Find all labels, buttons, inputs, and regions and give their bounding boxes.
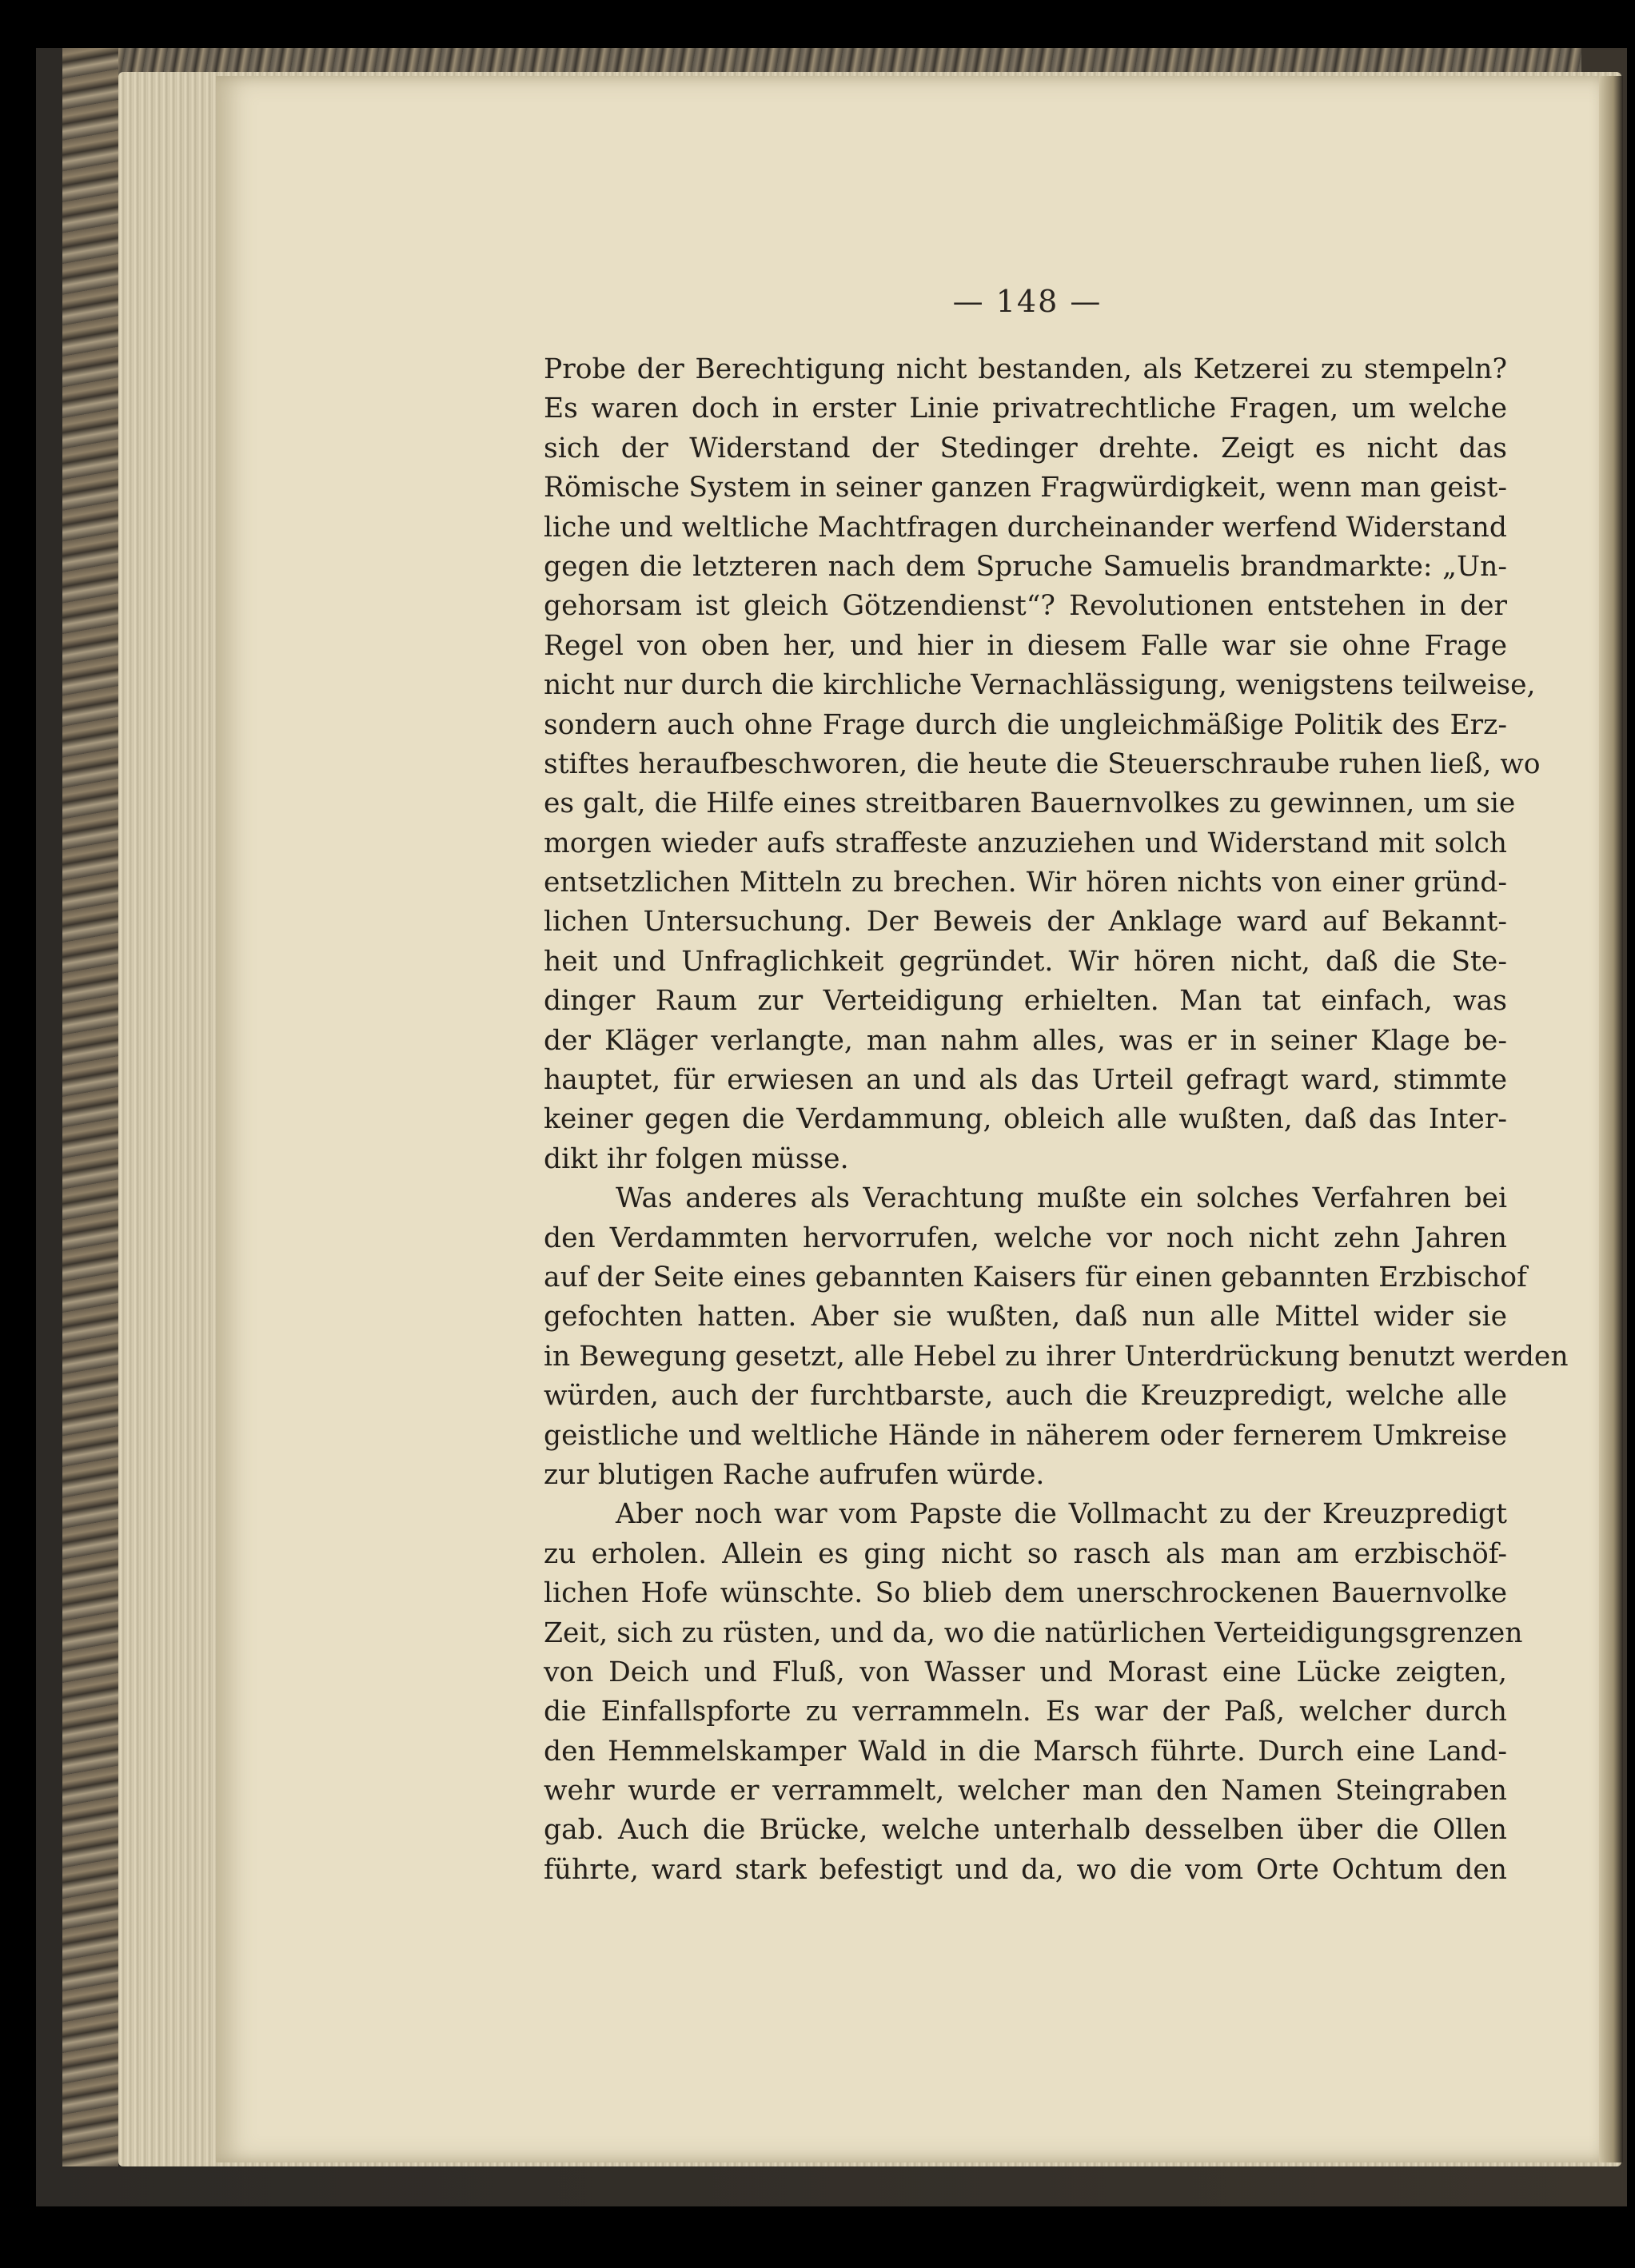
- text-line: dinger Raum zur Verteidigung erhielten. Man tat einfach, was: [544, 985, 1507, 1018]
- text-line: hauptet, für erwiesen an und als das Urteil gefragt ward, stimmte: [544, 1064, 1507, 1097]
- page-right-edge: [1599, 76, 1623, 2162]
- marbled-board-left: [62, 48, 118, 2166]
- text-line: liche und weltliche Machtfragen durcheinander werfend Widerstand: [544, 511, 1507, 544]
- text-line: den Hemmelskamper Wald in die Marsch führte. Durch eine Land-: [544, 1735, 1507, 1768]
- text-line: lichen Hofe wünschte. So blieb dem unerschrockenen Bauernvolke: [544, 1577, 1507, 1610]
- text-line: entsetzlichen Mitteln zu brechen. Wir hören nichts von einer gründ-: [544, 867, 1507, 899]
- text-line: gefochten hatten. Aber sie wußten, daß nun alle Mittel wider sie: [544, 1301, 1507, 1333]
- text-line: von Deich und Fluß, von Wasser und Morast eine Lücke zeigten,: [544, 1656, 1507, 1688]
- text-line: dikt ihr folgen müsse.: [544, 1142, 849, 1175]
- text-line: morgen wieder aufs straffeste anzuziehen und Widerstand mit solch: [544, 827, 1507, 859]
- text-line: sondern auch ohne Frage durch die ungleichmäßige Politik des Erz-: [544, 708, 1507, 741]
- text-line: der Kläger verlangte, man nahm alles, was er in seiner Klage be-: [544, 1024, 1507, 1057]
- text-line: zur blutigen Rache aufrufen würde.: [544, 1458, 1045, 1491]
- text-line: nicht nur durch die kirchliche Vernachlässigung, wenigstens teilweise,: [544, 669, 1536, 702]
- text-line: den Verdammten hervorrufen, welche vor noch nicht zehn Jahren: [544, 1222, 1507, 1254]
- text-line: in Bewegung gesetzt, alle Hebel zu ihrer Unterdrückung benutzt werden: [544, 1340, 1569, 1373]
- text-line: gehorsam ist gleich Götzendienst“? Revolutionen entstehen in der: [544, 590, 1507, 623]
- text-line: gab. Auch die Brücke, welche unterhalb desselben über die Ollen: [544, 1814, 1507, 1847]
- text-line: heit und Unfraglichkeit gegründet. Wir hören nicht, daß die Ste-: [544, 945, 1507, 978]
- text-line: geistliche und weltliche Hände in näherem oder fernerem Umkreise: [544, 1419, 1507, 1452]
- text-line: die Einfallspforte zu verrammeln. Es war der Paß, welcher durch: [544, 1696, 1507, 1728]
- body-text: [544, 350, 1569, 1890]
- text-line: Römische System in seiner ganzen Fragwürdigkeit, wenn man geist-: [544, 472, 1507, 504]
- text-line: Was anderes als Verachtung mußte ein solches Verfahren bei: [616, 1182, 1507, 1215]
- text-line: würden, auch der furchtbarste, auch die Kreuzpredigt, welche alle: [544, 1380, 1507, 1413]
- text-line: es galt, die Hilfe eines streitbaren Bauernvolkes zu gewinnen, um sie: [544, 787, 1516, 820]
- text-line: Es waren doch in erster Linie privatrechtliche Fragen, um welche: [544, 393, 1507, 425]
- text-line: Regel von oben her, und hier in diesem Falle war sie ohne Frage: [544, 629, 1507, 662]
- text-line: stiftes heraufbeschworen, die heute die Steuerschraube ruhen ließ, wo: [544, 747, 1541, 780]
- text-line: Probe der Berechtigung nicht bestanden, als Ketzerei zu stempeln?: [544, 353, 1507, 385]
- page-number: — 148 —: [952, 284, 1103, 319]
- text-line: sich der Widerstand der Stedinger drehte. Zeigt es nicht das: [544, 432, 1507, 464]
- text-line: keiner gegen die Verdammung, obleich alle wußten, daß das Inter-: [544, 1103, 1507, 1136]
- text-line: wehr wurde er verrammelt, welcher man den Namen Steingraben: [544, 1775, 1507, 1808]
- text-line: zu erholen. Allein es ging nicht so rasch als man am erzbischöf-: [544, 1537, 1507, 1570]
- text-line: Aber noch war vom Papste die Vollmacht zu der Kreuzpredigt: [616, 1498, 1507, 1531]
- text-line: führte, ward stark befestigt und da, wo die vom Orte Ochtum den: [544, 1853, 1507, 1886]
- text-line: lichen Untersuchung. Der Beweis der Anklage ward auf Bekannt-: [544, 906, 1507, 939]
- text-line: auf der Seite eines gebannten Kaisers für einen gebannten Erzbischof: [544, 1261, 1527, 1293]
- text-line: Zeit, sich zu rüsten, und da, wo die natürlichen Verteidigungsgrenzen: [544, 1616, 1523, 1649]
- text-line: gegen die letzteren nach dem Spruche Samuelis brandmarkte: „Un-: [544, 550, 1507, 583]
